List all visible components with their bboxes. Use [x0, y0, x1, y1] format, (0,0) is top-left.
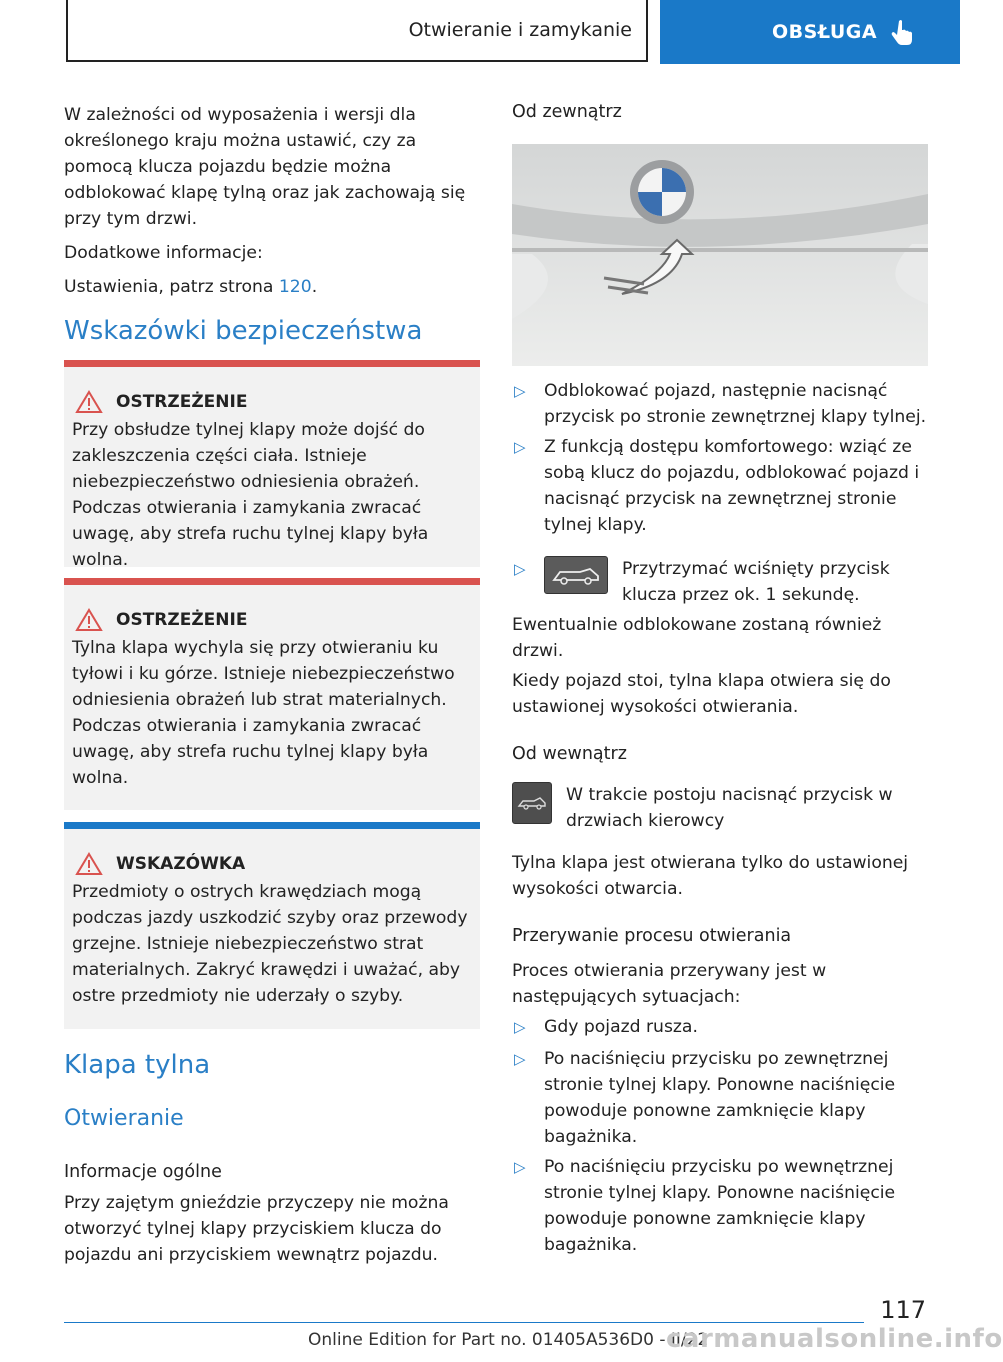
list-item: ▷ Odblokować pojazd, następnie nacisnąć przycisk po stronie zewnętrznej klapy tylnej.	[512, 378, 932, 430]
key-tailgate-button-image	[544, 556, 608, 594]
footer-divider	[64, 1322, 864, 1323]
warning-bar	[64, 360, 480, 367]
notice-text: Przedmioty o ostrych krawędziach mogą podczas jazdy uszkodzić szyby oraz przewody grzejne. Istnieje niebezpieczeństwo strat materialnych. Zakryć krawędzi i uważać, aby ostre przedmioty nie uderzały o szyby.	[72, 882, 468, 1006]
tailgate-heading: Klapa tylna	[64, 1050, 211, 1080]
notice-title: WSKAZÓWKA	[116, 854, 246, 874]
general-info-heading: Informacje ogólne	[64, 1162, 222, 1182]
tailgate-button-illustration	[512, 144, 928, 366]
list-item: ▷ Przytrzymać wciśnięty przycisk klucza przez ok. 1 sekundę.	[512, 556, 932, 608]
warning-bar	[64, 578, 480, 585]
warning-triangle-icon	[76, 609, 102, 631]
warning-text: Tylna klapa wychyla się przy otwieraniu ku tyłowi i ku górze. Istnieje niebezpieczeństwo odniesienia obrażeń lub strat materialnych. Podczas otwierania i zamykania zwracać uwagę, aby strefa ruchu tylnej klapy była wolna.	[72, 638, 455, 788]
list-item: ▷ Z funkcją dostępu komfortowego: wziąć ze sobą klucz do pojazdu, odblokować pojazd i nacisnąć przycisk na zewnętrznej stronie tylnej klapy.	[512, 434, 932, 538]
warning-title: OSTRZEŻENIE	[116, 392, 248, 412]
warning-triangle-icon	[76, 853, 102, 875]
inside-instruction: W trakcie postoju nacisnąć przycisk w drzwiach kierowcy	[512, 782, 932, 834]
general-info-text: Przy zajętym gnieździe przyczepy nie można otworzyć tylnej klapy przyciskiem klucza do pojazdu ani przyciskiem wewnątrz pojazdu.	[64, 1193, 449, 1265]
intro-block	[64, 102, 480, 300]
interrupt-heading: Przerywanie procesu otwierania	[512, 926, 792, 946]
section-label: OBSŁUGA	[772, 21, 878, 43]
list-marker-icon: ▷	[514, 382, 526, 400]
safety-heading: Wskazówki bezpieczeństwa	[64, 316, 423, 346]
watermark: carmanualsonline.info	[666, 1324, 1003, 1354]
standstill-note: Kiedy pojazd stoi, tylna klapa otwiera się do ustawionej wysokości otwierania.	[512, 671, 891, 717]
notice-bar	[64, 822, 480, 829]
warning-box-1	[64, 360, 480, 570]
inside-heading: Od wewnątrz	[512, 744, 627, 764]
page-number: 117	[880, 1296, 926, 1324]
edition-note: Online Edition for Part no. 01405A536D0 - II/22	[308, 1330, 709, 1350]
notice-box	[64, 822, 480, 1029]
list-marker-icon: ▷	[514, 1158, 526, 1176]
warning-triangle-icon	[76, 391, 102, 413]
intro-text: W zależności od wyposażenia i wersji dla określonego kraju można ustawić, czy za pomocą klucza pojazdu będzie można odblokować klapę tylną oraz jak zachowają się przy tym drzwi.	[64, 105, 466, 229]
list-marker-icon: ▷	[514, 438, 526, 456]
warning-title: OSTRZEŻENIE	[116, 610, 248, 630]
tailgate-photo	[512, 144, 928, 366]
warning-text: Przy obsłudze tylnej klapy może dojść do zakleszczenia części ciała. Istnieje niebezpieczeństwo odniesienia obrażeń. Podczas otwierania i zamykania zwracać uwagę, aby strefa ruchu tylnej klapy była wolna.	[72, 420, 429, 570]
outside-heading: Od zewnątrz	[512, 102, 622, 122]
inside-note: Tylna klapa jest otwierana tylko do ustawionej wysokości otwarcia.	[512, 853, 909, 899]
opening-heading: Otwieranie	[64, 1106, 184, 1131]
hand-pointer-icon	[891, 19, 913, 45]
car-tailgate-icon	[517, 795, 547, 811]
doors-note: Ewentualnie odblokowane zostaną również drzwi.	[512, 615, 882, 661]
section-tab[interactable]	[660, 0, 960, 64]
additional-info-label: Dodatkowe informacje:	[64, 243, 263, 263]
settings-reference: Ustawienia, patrz strona 120.	[64, 277, 318, 297]
list-marker-icon: ▷	[514, 560, 526, 578]
chapter-title: Otwieranie i zamykanie	[66, 0, 648, 62]
car-tailgate-icon	[550, 564, 602, 586]
door-tailgate-button-image	[512, 782, 552, 824]
list-item: ▷ Po naciśnięciu przycisku po wewnętrznej stronie tylnej klapy. Ponowne naciśnięcie powoduje ponowne zamknięcie klapy bagażnika.	[512, 1154, 932, 1258]
list-marker-icon: ▷	[514, 1018, 526, 1036]
list-item: ▷ Po naciśnięciu przycisku po zewnętrznej stronie tylnej klapy. Ponowne naciśnięcie powoduje ponowne zamknięcie klapy bagażnika.	[512, 1046, 932, 1150]
settings-page-link[interactable]: 120	[278, 277, 312, 297]
list-marker-icon: ▷	[514, 1050, 526, 1068]
warning-box-2	[64, 578, 480, 810]
interrupt-intro: Proces otwierania przerywany jest w następujących sytuacjach:	[512, 961, 827, 1007]
list-item: ▷ Gdy pojazd rusza.	[512, 1014, 932, 1040]
